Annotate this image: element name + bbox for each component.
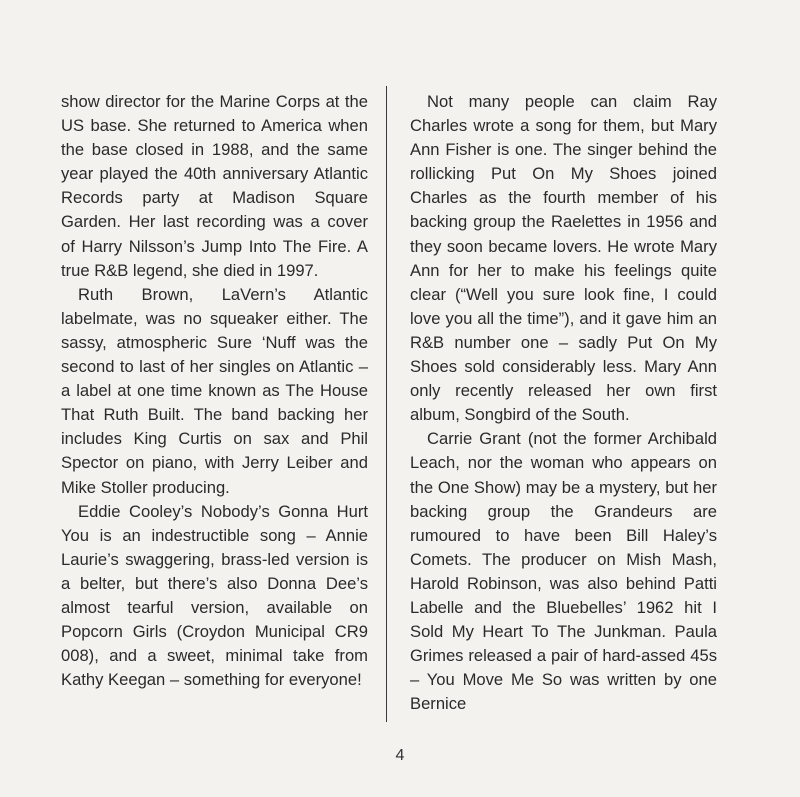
left-text-column <box>61 90 368 692</box>
paragraph-eddie-cooley: Eddie Cooley’s Nobody’s Gonna Hurt You is an indestructible song – Annie Laurie’s swaggering, brass-led version is a belter, but there’s also Donna Dee’s almost tearful version, available on Popcorn Girls (Croydon Municipal CR9 008), and a sweet, minimal take from Kathy Keegan – something for everyone! <box>61 501 368 690</box>
column-divider <box>386 86 387 722</box>
paragraph-carrie-grant: Carrie Grant (not the former Archibald Leach, nor the woman who appears on the One Show) may be a mystery, but her backing group the Grandeurs are rumoured to have been Bill Haley’s Comets. The producer on Mish Mash, Harold Robinson, was also behind Patti Labelle and the Bluebelles’ 1962 hit I Sold My Heart To The Junkman. Paula Grimes released a pair of hard-assed 45s – You Move Me So was written by one Bernice <box>410 429 717 714</box>
paragraph-mary-ann-fisher: Not many people can claim Ray Charles wrote a song for them, but Mary Ann Fisher is one. The singer behind the rollicking Put On My Shoes joined Charles as the fourth member of his backing group the Raelettes in 1956 and they soon became lovers. He wrote Mary Ann for her to make his feelings quite clear (“Well you sure look fine, I could love you all the time”), and it gave him an R&B number one – sadly Put On My Shoes sold considerably less. Mary Ann only recently released her own first album, Songbird of the South. <box>410 92 717 425</box>
paragraph-continuation: show director for the Marine Corps at the US base. She returned to America when the base closed in 1988, and the same year played the 40th anniversary Atlantic Records party at Madison Square Garden. Her last recording was a cover of Harry Nilsson’s Jump Into The Fire. A true R&B legend, she died in 1997. <box>61 92 368 280</box>
paragraph-ruth-brown: Ruth Brown, LaVern’s Atlantic labelmate, was no squeaker either. The sassy, atmospheric Sure ‘Nuff was the second to last of her singles on Atlantic – a label at one time known as The House That Ruth Built. The band backing her includes King Curtis on sax and Phil Spector on piano, with Jerry Leiber and Mike Stoller producing. <box>61 284 368 497</box>
page-number: 4 <box>395 747 405 764</box>
right-text-column <box>410 90 717 716</box>
